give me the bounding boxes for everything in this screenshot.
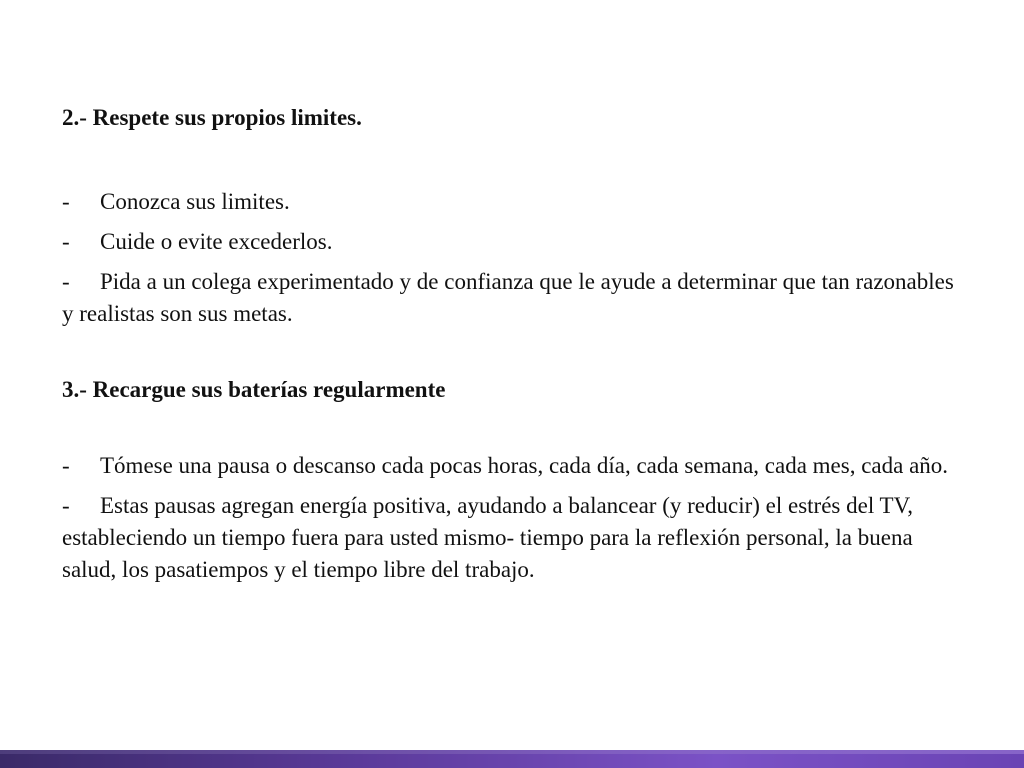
bullet-dash: - (62, 453, 70, 478)
bullet-dash: - (62, 269, 70, 294)
section-heading-respete: 2.- Respete sus propios limites. (62, 105, 362, 130)
bullet-text: Estas pausas agregan energía positiva, ayudando a balancear (y reducir) el estrés del TV, estableciendo un tiempo fuera para usted mismo- tiempo para la reflexión personal, la buena salud, los pasatiempos y el tiempo libre del trabajo. (62, 493, 913, 582)
bullet-dash: - (62, 189, 70, 214)
bullet-text: Conozca sus limites. (100, 189, 290, 214)
bullet-dash: - (62, 493, 70, 518)
bullet-text: Tómese una pausa o descanso cada pocas horas, cada día, cada semana, cada mes, cada año. (100, 453, 949, 478)
bullet-dash: - (62, 229, 70, 254)
bullet-item (62, 226, 962, 258)
bullet-item (62, 450, 962, 482)
section-heading-recargue: 3.- Recargue sus baterías regularmente (62, 377, 446, 402)
bullet-text: Pida a un colega experimentado y de confianza que le ayude a determinar que tan razonables y realistas son sus metas. (62, 269, 954, 326)
bullet-item (62, 186, 962, 218)
slide-content (62, 102, 962, 594)
bottom-accent-highlight (0, 750, 1024, 754)
bullet-text: Cuide o evite excederlos. (100, 229, 333, 254)
bullet-item (62, 266, 962, 330)
bullet-item (62, 490, 962, 586)
